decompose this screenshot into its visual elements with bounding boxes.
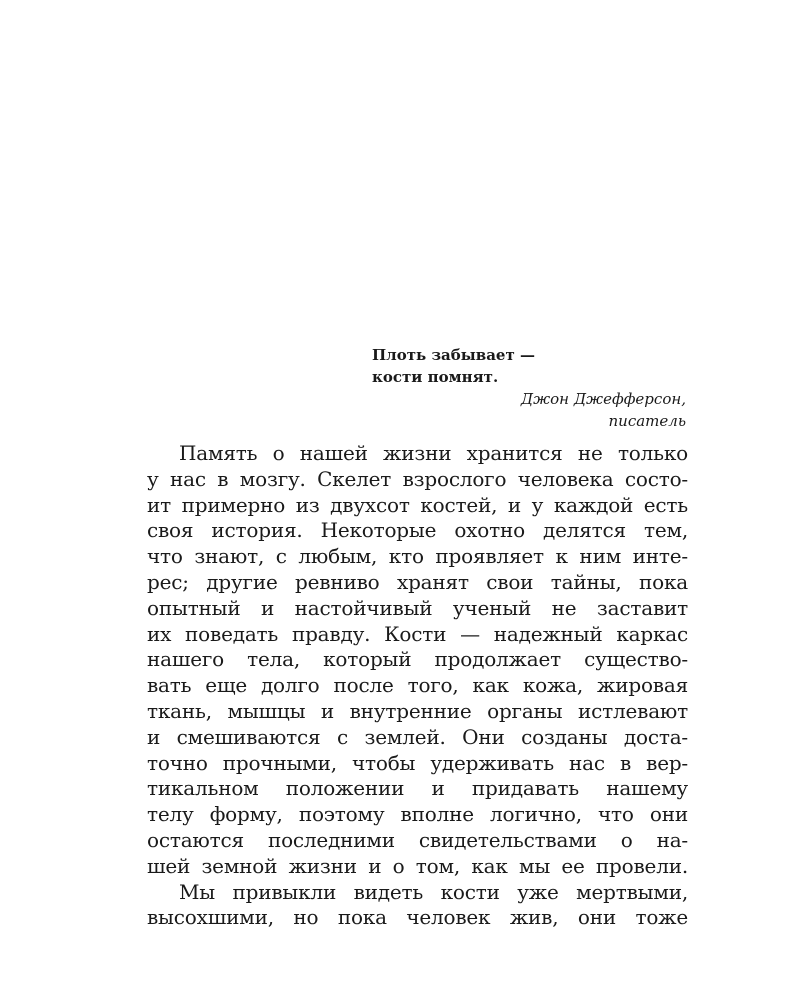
paragraph-line: вать еще долго после того, как кожа, жировая bbox=[147, 673, 688, 698]
paragraph-line: их поведать правду. Кости — надежный каркас bbox=[147, 621, 688, 646]
paragraph-line: Память о нашей жизни хранится не только bbox=[179, 441, 688, 465]
paragraph-line: рес; другие ревниво хранят свои тайны, пока bbox=[147, 569, 688, 594]
paragraph-line: у нас в мозгу. Скелет взрослого человека состо- bbox=[147, 466, 688, 491]
paragraph-line: нашего тела, который продолжает существо- bbox=[147, 647, 688, 672]
epigraph-quote bbox=[372, 344, 686, 388]
epigraph bbox=[372, 344, 686, 432]
paragraph-line: что знают, с любым, кто проявляет к ним инте- bbox=[147, 544, 688, 569]
paragraph-line: высохшими, но пока человек жив, они тоже bbox=[147, 905, 688, 930]
epigraph-quote-line: Плоть забывает — bbox=[372, 346, 535, 364]
paragraph-line: шей земной жизни и о том, как мы ее провели. bbox=[147, 853, 688, 878]
epigraph-quote-line: кости помнят. bbox=[372, 368, 499, 386]
paragraph-line: ит примерно из двухсот костей, и у каждой есть bbox=[147, 492, 688, 517]
paragraph-line: точно прочными, чтобы удерживать нас в вер- bbox=[147, 750, 688, 775]
paragraph-line: остаются последними свидетельствами о на- bbox=[147, 827, 688, 852]
body-text bbox=[147, 441, 688, 931]
paragraph-line: опытный и настойчивый ученый не заставит bbox=[147, 595, 688, 620]
paragraph-line: и смешиваются с землей. Они созданы доста- bbox=[147, 724, 688, 749]
paragraph-line: телу форму, поэтому вполне логично, что они bbox=[147, 802, 688, 827]
epigraph-author-name: Джон Джефферсон, bbox=[520, 390, 686, 408]
epigraph-author-role: писатель bbox=[608, 412, 686, 430]
paragraph-line: своя история. Некоторые охотно делятся тем, bbox=[147, 518, 688, 543]
epigraph-author bbox=[372, 388, 686, 432]
paragraph-line: Мы привыкли видеть кости уже мертвыми, bbox=[179, 879, 688, 904]
paragraph-line: ткань, мышцы и внутренние органы истлевают bbox=[147, 698, 688, 723]
paragraph-line: тикальном положении и придавать нашему bbox=[147, 776, 688, 801]
